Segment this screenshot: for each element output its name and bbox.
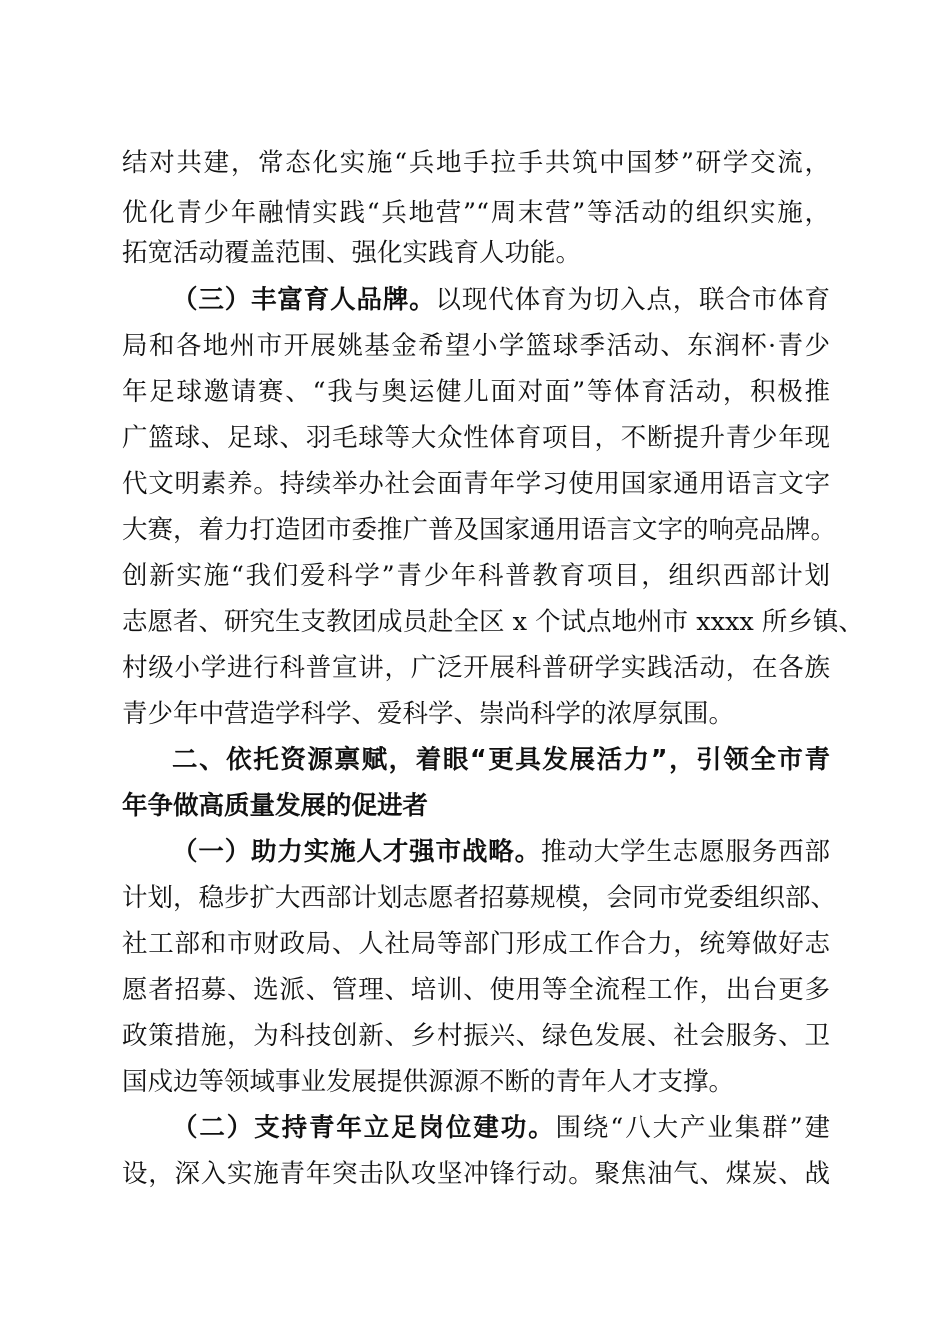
body-text-line: 愿者招募、选派、管理、培训、使用等全流程工作，出台更多	[122, 975, 830, 1005]
subsection-heading: （三）丰富育人品牌。	[172, 285, 436, 315]
body-text-run: 以现代体育为切入点，联合市体育	[435, 285, 830, 315]
body-text-line: 青少年中营造学科学、爱科学、崇尚科学的浓厚氛围。	[122, 699, 735, 729]
paragraph-first-line	[172, 832, 830, 872]
body-text-line: 优化青少年融情实践“兵地营”“周末营”等活动的组织实施，	[122, 198, 830, 228]
paragraph-first-line	[172, 280, 830, 320]
body-text-line: 代文明素养。持续举办社会面青年学习使用国家通用语言文字	[122, 469, 830, 499]
subsection-heading: （二）支持青年立足岗位建功。	[172, 1113, 556, 1143]
body-text-line: 政策措施，为科技创新、乡村振兴、绿色发展、社会服务、卫	[122, 1021, 830, 1051]
body-text-line: 设，深入实施青年突击队攻坚冲锋行动。聚焦油气、煤炭、战	[122, 1159, 830, 1189]
subsection-heading: （一）助力实施人才强市战略。	[172, 837, 541, 867]
body-text-line: 创新实施“我们爱科学”青少年科普教育项目，组织西部计划	[122, 561, 830, 591]
body-text-line: 年足球邀请赛、“我与奥运健儿面对面”等体育活动，积极推	[122, 377, 830, 407]
body-text-line: 局和各地州市开展姚基金希望小学篮球季活动、东润杯·青少	[122, 331, 830, 361]
body-text-line: 志愿者、研究生支教团成员赴全区 x 个试点地州市 xxxx 所乡镇、	[122, 607, 864, 637]
section-title: 年争做高质量发展的促进者	[122, 791, 429, 821]
body-text-line: 国戍边等领域事业发展提供源源不断的青年人才支撑。	[122, 1067, 735, 1097]
body-text-line: 大赛，着力打造团市委推广普及国家通用语言文字的响亮品牌。	[122, 515, 837, 545]
body-text-line: 计划，稳步扩大西部计划志愿者招募规模，会同市党委组织部、	[122, 883, 837, 913]
body-text-run: 推动大学生志愿服务西部	[540, 837, 830, 867]
body-text-line: 拓宽活动覆盖范围、强化实践育人功能。	[122, 238, 582, 268]
body-text-line: 广篮球、足球、羽毛球等大众性体育项目，不断提升青少年现	[122, 423, 830, 453]
body-text-run: 围绕“八大产业集群”建	[555, 1113, 830, 1143]
section-title: 二、依托资源禀赋，着眼“更具发展活力”，引领全市青	[172, 745, 830, 775]
body-text-line: 社工部和市财政局、人社局等部门形成工作合力，统筹做好志	[122, 929, 830, 959]
paragraph-first-line	[172, 1108, 830, 1148]
body-text-line: 村级小学进行科普宣讲，广泛开展科普研学实践活动，在各族	[122, 653, 830, 683]
body-text-line: 结对共建，常态化实施“兵地手拉手共筑中国梦”研学交流，	[122, 148, 830, 178]
